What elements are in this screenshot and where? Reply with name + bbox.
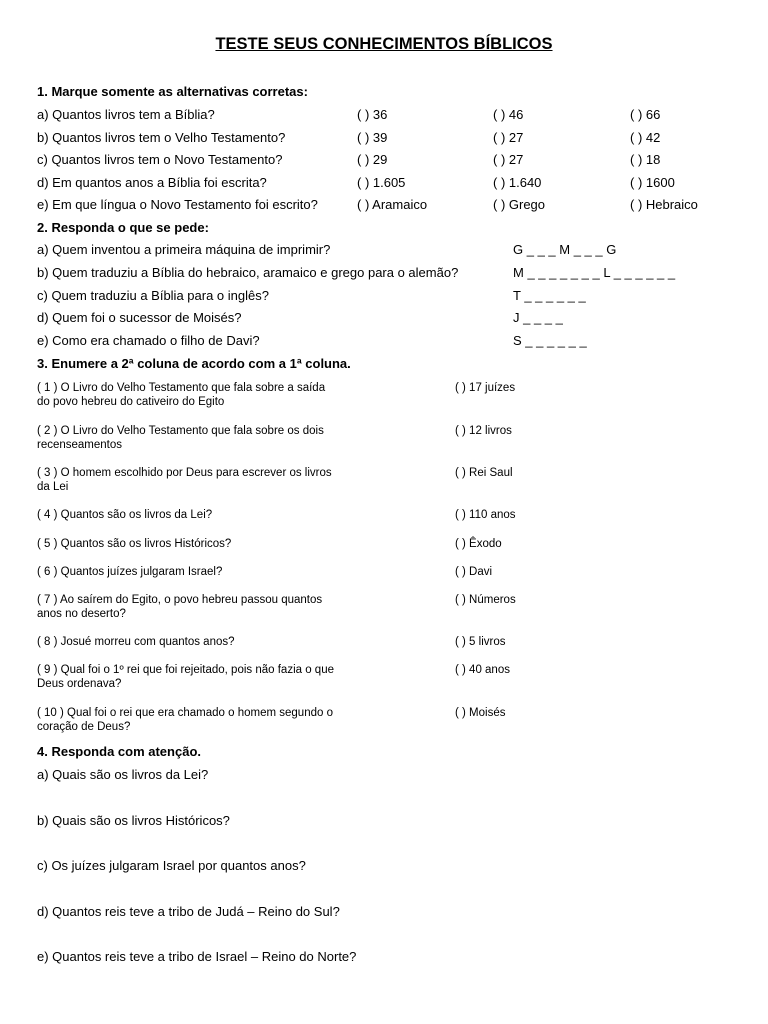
s2-answer-blank[interactable]: G _ _ _ M _ _ _ G — [513, 242, 617, 257]
s1-option[interactable]: ( ) Hebraico — [630, 197, 698, 212]
s3-left-item: ( 9 ) Qual foi o 1º rei que foi rejeitado, pois não fazia o que Deus ordenava? — [37, 664, 334, 690]
s1-option[interactable]: ( ) 1600 — [630, 175, 675, 190]
s3-right-item[interactable]: ( ) 12 livros — [455, 425, 512, 437]
s1-option[interactable]: ( ) 46 — [493, 107, 524, 122]
s3-right-item[interactable]: ( ) 40 anos — [455, 664, 510, 676]
s1-option[interactable]: ( ) 1.640 — [493, 175, 542, 190]
s1-question-c: c) Quantos livros tem o Novo Testamento? — [37, 152, 283, 167]
s1-option[interactable]: ( ) 27 — [493, 152, 524, 167]
s2-answer-blank[interactable]: S _ _ _ _ _ _ — [513, 333, 587, 348]
s2-question-d: d) Quem foi o sucessor de Moisés? — [37, 310, 242, 325]
s1-question-e: e) Em que língua o Novo Testamento foi escrito? — [37, 197, 318, 212]
s1-option[interactable]: ( ) 39 — [357, 130, 388, 145]
s3-left-item: ( 2 ) O Livro do Velho Testamento que fala sobre os dois recenseamentos — [37, 425, 324, 451]
s3-right-item[interactable]: ( ) 5 livros — [455, 636, 506, 648]
s1-option[interactable]: ( ) 66 — [630, 107, 661, 122]
s3-right-item[interactable]: ( ) Números — [455, 594, 516, 606]
page-title: TESTE SEUS CONHECIMENTOS BÍBLICOS — [215, 35, 553, 53]
s3-left-item: ( 6 ) Quantos juízes julgaram Israel? — [37, 566, 223, 578]
s1-option[interactable]: ( ) 36 — [357, 107, 388, 122]
s3-left-item: ( 8 ) Josué morreu com quantos anos? — [37, 636, 235, 648]
s1-question-d: d) Em quantos anos a Bíblia foi escrita? — [37, 175, 267, 190]
s3-right-item[interactable]: ( ) 17 juízes — [455, 382, 516, 394]
s4-question-e: e) Quantos reis teve a tribo de Israel – Reino do Norte? — [37, 949, 357, 964]
s3-left-item: ( 1 ) O Livro do Velho Testamento que fala sobre a saída do povo hebreu do cativeiro do Egito — [37, 382, 326, 408]
s1-question-b: b) Quantos livros tem o Velho Testamento? — [37, 130, 286, 145]
section-3-heading: 3. Enumere a 2ª coluna de acordo com a 1ª coluna. — [37, 356, 351, 371]
s1-option[interactable]: ( ) 42 — [630, 130, 661, 145]
s1-option[interactable]: ( ) Aramaico — [357, 197, 428, 212]
s1-option[interactable]: ( ) 27 — [493, 130, 524, 145]
s3-left-item: ( 10 ) Qual foi o rei que era chamado o homem segundo o coração de Deus? — [37, 707, 333, 733]
s3-left-item: ( 3 ) O homem escolhido por Deus para escrever os livros da Lei — [37, 467, 332, 493]
section-1-heading: 1. Marque somente as alternativas corretas: — [37, 84, 308, 99]
s4-question-d: d) Quantos reis teve a tribo de Judá – Reino do Sul? — [37, 904, 340, 919]
s3-left-item: ( 4 ) Quantos são os livros da Lei? — [37, 509, 213, 521]
s2-question-e: e) Como era chamado o filho de Davi? — [37, 333, 260, 348]
s3-right-item[interactable]: ( ) Rei Saul — [455, 467, 513, 479]
s2-question-c: c) Quem traduziu a Bíblia para o inglês? — [37, 288, 269, 303]
s1-option[interactable]: ( ) 1.605 — [357, 175, 406, 190]
s3-right-item[interactable]: ( ) Davi — [455, 566, 493, 578]
s3-right-item[interactable]: ( ) Moisés — [455, 707, 506, 719]
s2-question-a: a) Quem inventou a primeira máquina de imprimir? — [37, 242, 331, 257]
s4-question-c: c) Os juízes julgaram Israel por quantos anos? — [37, 858, 306, 873]
section-2-heading: 2. Responda o que se pede: — [37, 220, 209, 235]
section-4-heading: 4. Responda com atenção. — [37, 744, 201, 759]
s1-option[interactable]: ( ) 18 — [630, 152, 661, 167]
s1-option[interactable]: ( ) Grego — [493, 197, 546, 212]
s3-left-item: ( 7 ) Ao saírem do Egito, o povo hebreu passou quantos anos no deserto? — [37, 594, 323, 620]
s4-question-b: b) Quais são os livros Históricos? — [37, 813, 230, 828]
s1-option[interactable]: ( ) 29 — [357, 152, 388, 167]
s1-question-a: a) Quantos livros tem a Bíblia? — [37, 107, 215, 122]
s2-question-b: b) Quem traduziu a Bíblia do hebraico, aramaico e grego para o alemão? — [37, 265, 459, 280]
s2-answer-blank[interactable]: T _ _ _ _ _ _ — [513, 288, 586, 303]
s2-answer-blank[interactable]: J _ _ _ _ — [513, 310, 563, 325]
s4-question-a: a) Quais são os livros da Lei? — [37, 767, 209, 782]
s2-answer-blank[interactable]: M _ _ _ _ _ _ _ L _ _ _ _ _ _ — [513, 265, 676, 280]
s3-left-item: ( 5 ) Quantos são os livros Históricos? — [37, 538, 232, 550]
s3-right-item[interactable]: ( ) 110 anos — [455, 509, 516, 521]
s3-right-item[interactable]: ( ) Êxodo — [455, 538, 502, 550]
